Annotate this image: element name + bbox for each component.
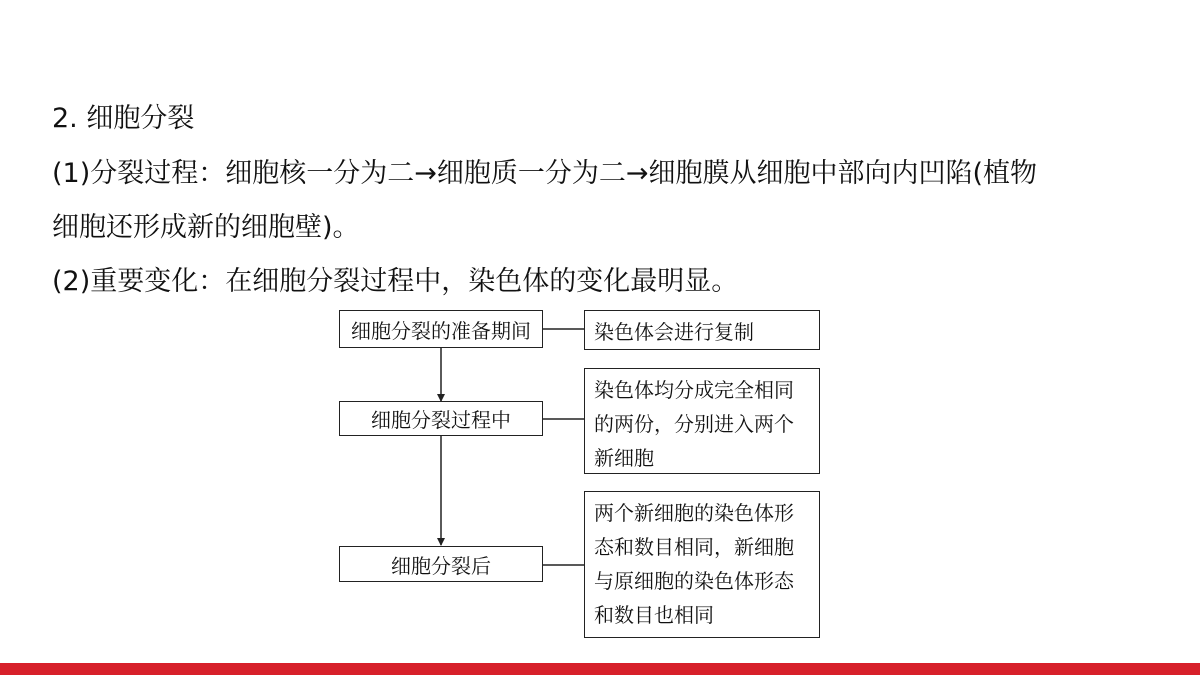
note-after-line-4: 和数目也相同 xyxy=(594,603,714,627)
change-line: (2)重要变化：在细胞分裂过程中，染色体的变化最明显。 xyxy=(52,266,739,297)
note-box-dividing xyxy=(584,368,820,474)
stage-box-after: 细胞分裂后 xyxy=(339,546,543,582)
note-box-after xyxy=(584,491,820,638)
process-line-1: (1)分裂过程：细胞核一分为二→细胞质一分为二→细胞膜从细胞中部向内凹陷(植物 xyxy=(52,158,1038,189)
process-line-2: 细胞还形成新的细胞壁)。 xyxy=(52,212,360,243)
section-heading: 2. 细胞分裂 xyxy=(52,103,195,134)
note-after-line-2: 态和数目相同，新细胞 xyxy=(594,535,794,559)
note-after-line-3: 与原细胞的染色体形态 xyxy=(594,569,794,593)
note-box-preparation xyxy=(584,310,820,350)
note-preparation-line-1: 染色体会进行复制 xyxy=(594,319,754,344)
note-after-line-1: 两个新细胞的染色体形 xyxy=(594,501,794,525)
note-dividing-line-2: 的两份，分别进入两个 xyxy=(594,412,794,436)
stage-box-preparation: 细胞分裂的准备期间 xyxy=(339,310,543,348)
stage-box-dividing: 细胞分裂过程中 xyxy=(339,401,543,436)
footer-bar xyxy=(0,663,1200,675)
note-dividing-line-3: 新细胞 xyxy=(594,446,654,470)
note-dividing-line-1: 染色体均分成完全相同 xyxy=(594,378,794,402)
